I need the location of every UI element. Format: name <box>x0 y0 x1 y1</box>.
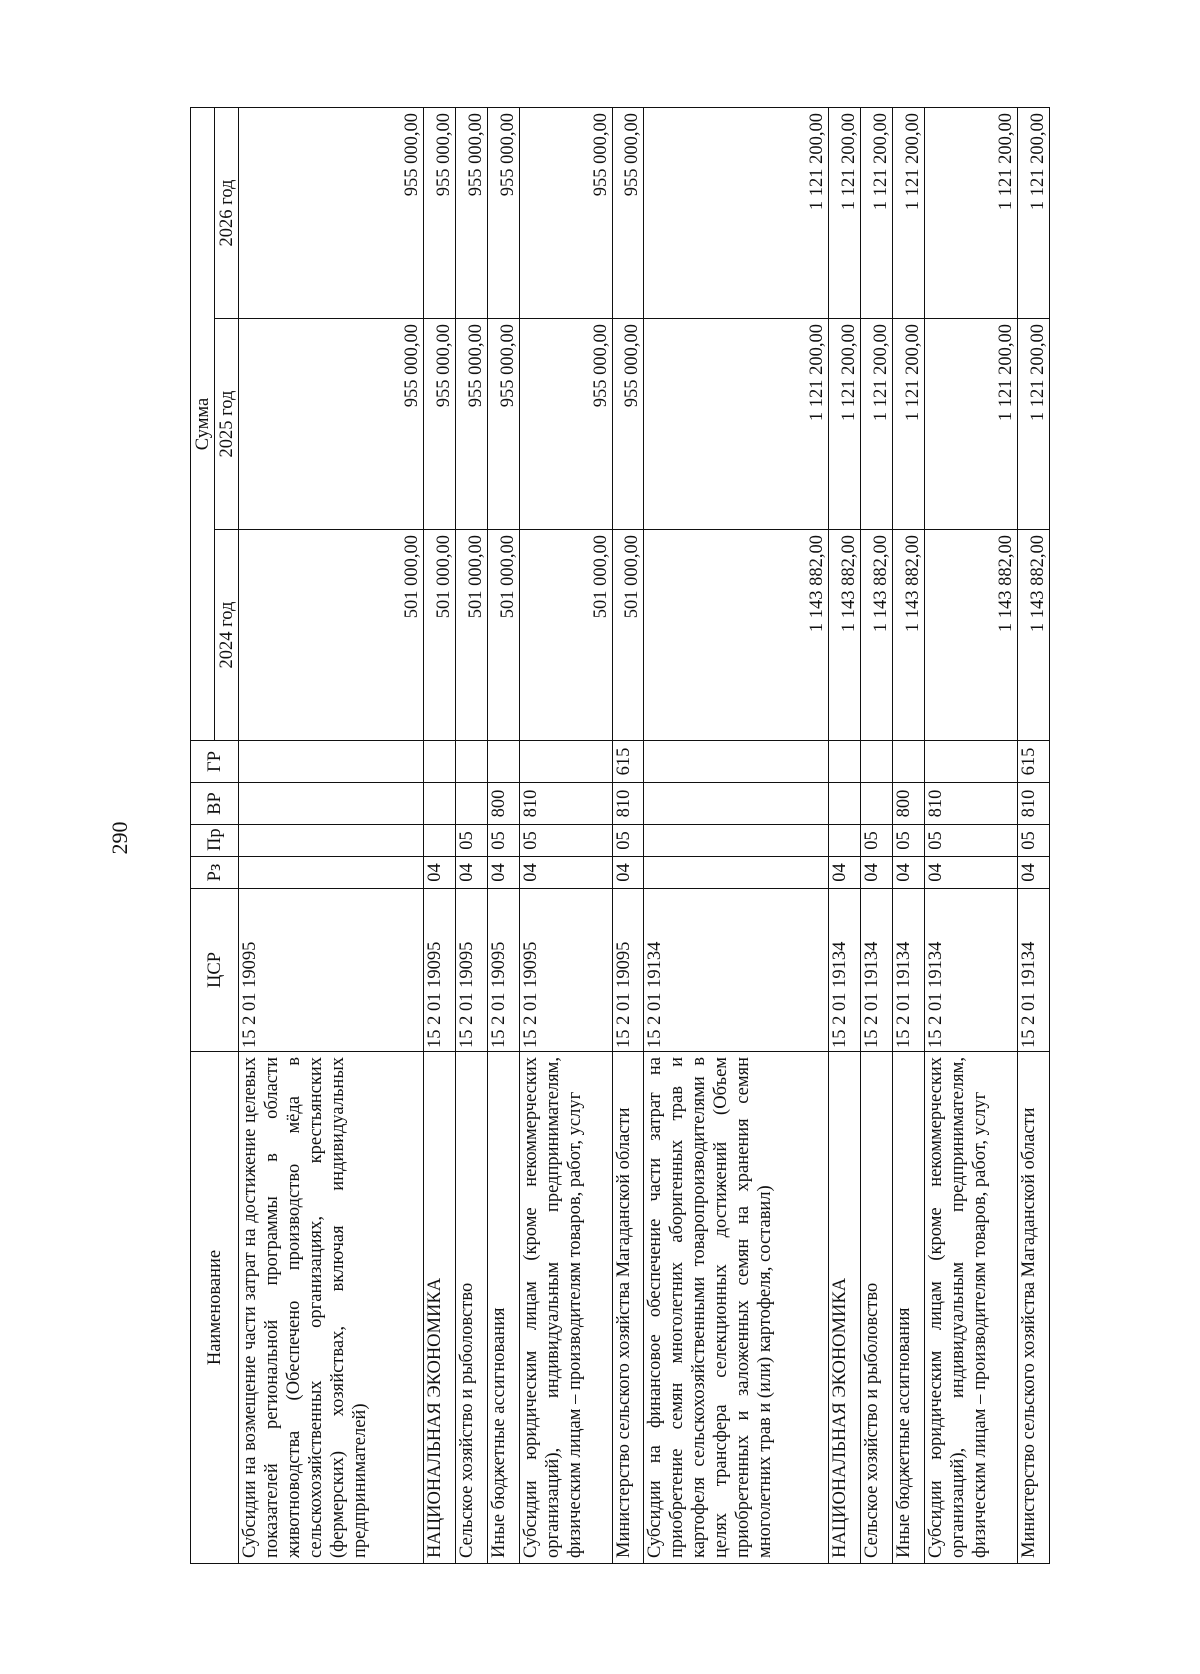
cell-2024: 501 000,00 <box>612 530 644 741</box>
cell-2025: 955 000,00 <box>455 319 487 530</box>
cell-rz: 04 <box>861 857 893 889</box>
cell-2026: 1 121 200,00 <box>644 107 829 318</box>
cell-2025: 1 121 200,00 <box>893 319 925 530</box>
cell-2024: 1 143 882,00 <box>1018 530 1050 741</box>
table-row <box>455 107 487 1563</box>
cell-pr <box>644 825 829 857</box>
cell-2026: 1 121 200,00 <box>924 107 1017 318</box>
cell-csr: 15 2 01 19095 <box>487 889 519 1052</box>
cell-pr <box>829 825 861 857</box>
cell-vr <box>455 783 487 825</box>
cell-csr: 15 2 01 19095 <box>612 889 644 1052</box>
cell-2026: 1 121 200,00 <box>829 107 861 318</box>
cell-rz: 04 <box>519 857 612 889</box>
cell-csr: 15 2 01 19134 <box>861 889 893 1052</box>
cell-rz: 04 <box>487 857 519 889</box>
budget-table <box>190 107 1050 1564</box>
cell-2026: 955 000,00 <box>612 107 644 318</box>
header-2026: 2026 год <box>215 107 239 318</box>
header-2024: 2024 год <box>215 530 239 741</box>
cell-vr: 800 <box>487 783 519 825</box>
table-row <box>612 107 644 1563</box>
cell-2025: 1 121 200,00 <box>644 319 829 530</box>
budget-table-container <box>190 108 1050 1564</box>
cell-name: Субсидии на финансовое обеспечение части затрат на приобретение семян многолетних аборигенных трав и картофеля сельскохозяйственными товаропроизводителями в целях трансфера селекционных достижений (Объем приобретенных и заложенных семян на хранения семян многолетних трав и (или) картофеля, составил) <box>644 1052 829 1564</box>
budget-table-rotated <box>190 108 1050 1564</box>
cell-2026: 955 000,00 <box>519 107 612 318</box>
cell-gr <box>519 741 612 783</box>
cell-rz: 04 <box>455 857 487 889</box>
cell-2024: 501 000,00 <box>455 530 487 741</box>
cell-name: Сельское хозяйство и рыболовство <box>455 1052 487 1564</box>
cell-csr: 15 2 01 19134 <box>644 889 829 1052</box>
cell-gr <box>455 741 487 783</box>
table-row <box>924 107 1017 1563</box>
cell-vr: 800 <box>893 783 925 825</box>
cell-gr <box>644 741 829 783</box>
cell-2025: 1 121 200,00 <box>1018 319 1050 530</box>
cell-2024: 501 000,00 <box>423 530 455 741</box>
table-row <box>1018 107 1050 1563</box>
cell-rz: 04 <box>423 857 455 889</box>
header-name: Наименование <box>191 1052 239 1564</box>
cell-2024: 501 000,00 <box>487 530 519 741</box>
cell-name: Министерство сельского хозяйства Магаданской области <box>612 1052 644 1564</box>
cell-pr: 05 <box>924 825 1017 857</box>
cell-csr: 15 2 01 19095 <box>239 889 424 1052</box>
header-csr: ЦСР <box>191 889 239 1052</box>
cell-vr: 810 <box>612 783 644 825</box>
cell-rz: 04 <box>893 857 925 889</box>
header-pr: Пр <box>191 825 239 857</box>
cell-vr <box>644 783 829 825</box>
page-number: 290 <box>107 821 132 855</box>
table-row <box>487 107 519 1563</box>
cell-vr <box>239 783 424 825</box>
table-row <box>644 107 829 1563</box>
table-row <box>519 107 612 1563</box>
cell-rz: 04 <box>829 857 861 889</box>
cell-vr <box>861 783 893 825</box>
cell-2024: 501 000,00 <box>519 530 612 741</box>
cell-gr <box>861 741 893 783</box>
cell-2024: 501 000,00 <box>239 530 424 741</box>
table-row <box>893 107 925 1563</box>
cell-pr: 05 <box>861 825 893 857</box>
cell-rz <box>644 857 829 889</box>
cell-vr <box>829 783 861 825</box>
cell-csr: 15 2 01 19134 <box>829 889 861 1052</box>
cell-name: Субсидии юридическим лицам (кроме некоммерческих организаций), индивидуальным предпринимателям, физическим лицам – производителям товаров, работ, услуг <box>924 1052 1017 1564</box>
cell-pr <box>423 825 455 857</box>
cell-2025: 955 000,00 <box>612 319 644 530</box>
cell-2026: 1 121 200,00 <box>1018 107 1050 318</box>
cell-csr: 15 2 01 19134 <box>924 889 1017 1052</box>
cell-name: НАЦИОНАЛЬНАЯ ЭКОНОМИКА <box>829 1052 861 1564</box>
cell-rz: 04 <box>924 857 1017 889</box>
cell-csr: 15 2 01 19134 <box>1018 889 1050 1052</box>
header-sum: Сумма <box>191 107 215 740</box>
cell-vr: 810 <box>519 783 612 825</box>
cell-gr <box>893 741 925 783</box>
cell-name: Иные бюджетные ассигнования <box>487 1052 519 1564</box>
cell-vr: 810 <box>924 783 1017 825</box>
cell-gr <box>924 741 1017 783</box>
header-rz: Рз <box>191 857 239 889</box>
cell-2024: 1 143 882,00 <box>893 530 925 741</box>
header-vr: ВР <box>191 783 239 825</box>
cell-2024: 1 143 882,00 <box>861 530 893 741</box>
cell-2026: 955 000,00 <box>455 107 487 318</box>
cell-2025: 955 000,00 <box>423 319 455 530</box>
cell-pr: 05 <box>455 825 487 857</box>
header-2025: 2025 год <box>215 319 239 530</box>
cell-pr: 05 <box>487 825 519 857</box>
cell-pr <box>239 825 424 857</box>
cell-2024: 1 143 882,00 <box>644 530 829 741</box>
cell-gr: 615 <box>1018 741 1050 783</box>
cell-csr: 15 2 01 19095 <box>519 889 612 1052</box>
cell-2025: 955 000,00 <box>239 319 424 530</box>
cell-2025: 1 121 200,00 <box>924 319 1017 530</box>
cell-rz: 04 <box>1018 857 1050 889</box>
cell-2026: 955 000,00 <box>487 107 519 318</box>
table-body <box>239 107 1050 1563</box>
cell-pr: 05 <box>612 825 644 857</box>
table-row <box>861 107 893 1563</box>
cell-2026: 1 121 200,00 <box>861 107 893 318</box>
cell-2026: 955 000,00 <box>239 107 424 318</box>
cell-pr: 05 <box>1018 825 1050 857</box>
cell-csr: 15 2 01 19095 <box>423 889 455 1052</box>
cell-2026: 1 121 200,00 <box>893 107 925 318</box>
cell-name: Сельское хозяйство и рыболовство <box>861 1052 893 1564</box>
cell-2025: 955 000,00 <box>519 319 612 530</box>
cell-pr: 05 <box>519 825 612 857</box>
cell-name: Субсидии на возмещение части затрат на достижение целевых показателей региональной программы в области животноводства (Обеспечено производство мёда в сельскохозяйственных организациях, крестьянских (фермерских) хозяйствах, включая индивидуальных предпринимателей) <box>239 1052 424 1564</box>
cell-name: Иные бюджетные ассигнования <box>893 1052 925 1564</box>
cell-name: НАЦИОНАЛЬНАЯ ЭКОНОМИКА <box>423 1052 455 1564</box>
cell-csr: 15 2 01 19095 <box>455 889 487 1052</box>
cell-rz <box>239 857 424 889</box>
cell-2024: 1 143 882,00 <box>924 530 1017 741</box>
cell-gr <box>239 741 424 783</box>
cell-2025: 1 121 200,00 <box>861 319 893 530</box>
header-gr: ГР <box>191 741 239 783</box>
cell-name: Субсидии юридическим лицам (кроме некоммерческих организаций), индивидуальным предпринимателям, физическим лицам – производителям товаров, работ, услуг <box>519 1052 612 1564</box>
cell-gr <box>829 741 861 783</box>
cell-2026: 955 000,00 <box>423 107 455 318</box>
table-row <box>239 107 424 1563</box>
table-row <box>423 107 455 1563</box>
cell-pr: 05 <box>893 825 925 857</box>
cell-gr: 615 <box>612 741 644 783</box>
cell-gr <box>423 741 455 783</box>
cell-name: Министерство сельского хозяйства Магаданской области <box>1018 1052 1050 1564</box>
table-row <box>829 107 861 1563</box>
cell-2025: 1 121 200,00 <box>829 319 861 530</box>
cell-rz: 04 <box>612 857 644 889</box>
cell-vr: 810 <box>1018 783 1050 825</box>
cell-gr <box>487 741 519 783</box>
cell-2025: 955 000,00 <box>487 319 519 530</box>
cell-csr: 15 2 01 19134 <box>893 889 925 1052</box>
cell-vr <box>423 783 455 825</box>
cell-2024: 1 143 882,00 <box>829 530 861 741</box>
